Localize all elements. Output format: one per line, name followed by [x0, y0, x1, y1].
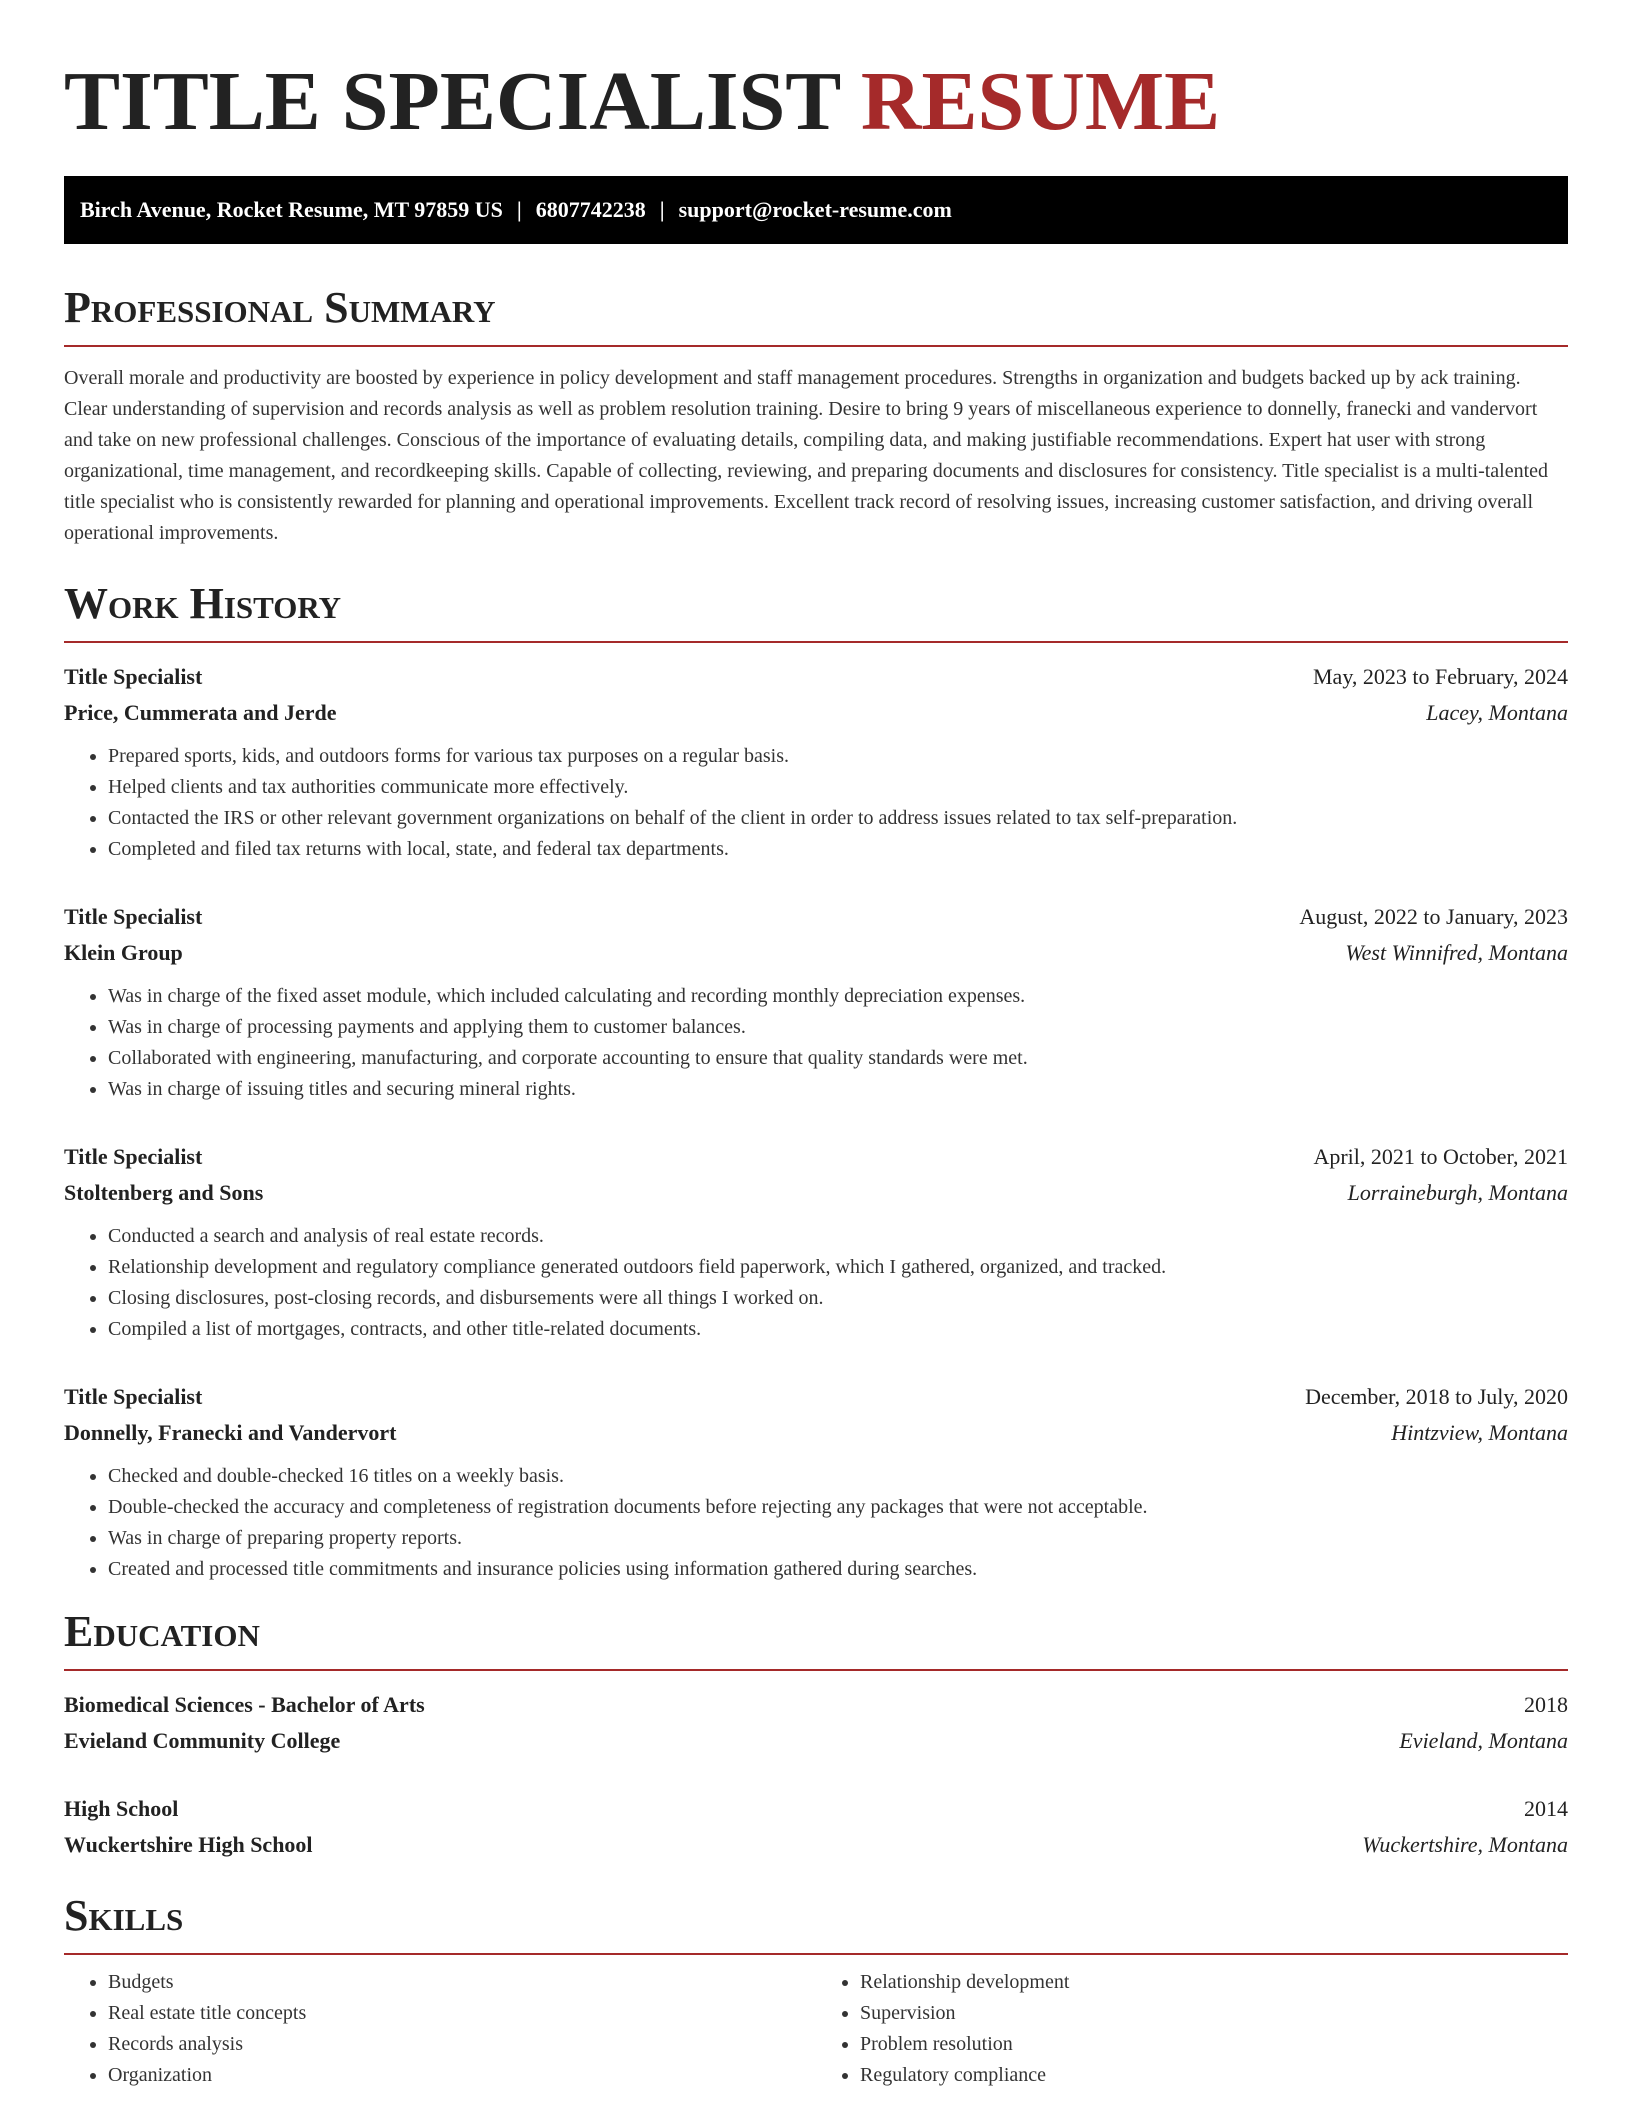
- job-entry: [64, 1379, 1568, 1585]
- job-entry: [64, 899, 1568, 1105]
- education-degree: High School: [64, 1796, 179, 1821]
- skills-list-left: [64, 1967, 816, 2091]
- job-bullet: • Collaborated with engineering, manufacturing, and corporate accounting to ensure that quality standards were met.: [108, 1043, 1568, 1074]
- education-degree: Biomedical Sciences - Bachelor of Arts: [64, 1692, 425, 1717]
- section-divider: [64, 641, 1568, 643]
- work-history-heading: Work History: [64, 579, 342, 628]
- job-dates: April, 2021 to October, 2021: [1313, 1144, 1568, 1169]
- job-dates: December, 2018 to July, 2020: [1305, 1384, 1568, 1409]
- job-title: Title Specialist: [64, 1384, 203, 1409]
- work-history-section: [64, 579, 1568, 1585]
- job-company: Stoltenberg and Sons: [64, 1180, 264, 1205]
- job-bullet: • Was in charge of the fixed asset module, which included calculating and recording monthly depreciation expenses.: [108, 981, 1568, 1012]
- job-bullet: • Closing disclosures, post-closing records, and disbursements were all things I worked on.: [108, 1283, 1568, 1314]
- job-bullet: • Conducted a search and analysis of real estate records.: [108, 1221, 1568, 1252]
- skills-list-right: [816, 1967, 1568, 2091]
- job-bullet: • Was in charge of issuing titles and securing mineral rights.: [108, 1074, 1568, 1105]
- skills-section: [64, 1891, 1568, 2091]
- contact-bar: [64, 176, 1568, 244]
- job-bullets: [64, 1461, 1568, 1585]
- skill-item: • Records analysis: [108, 2029, 816, 2060]
- job-location: Lorraineburgh, Montana: [1347, 1180, 1568, 1205]
- job-bullet: • Relationship development and regulatory compliance generated outdoors field paperwork, which I gathered, organized, and tracked.: [108, 1252, 1568, 1283]
- job-bullet: • Compiled a list of mortgages, contracts, and other title-related documents.: [108, 1314, 1568, 1345]
- job-title: Title Specialist: [64, 904, 203, 929]
- skill-item: • Problem resolution: [860, 2029, 1568, 2060]
- contact-email: support@rocket-resume.com: [678, 197, 952, 222]
- job-bullet: • Was in charge of processing payments and applying them to customer balances.: [108, 1012, 1568, 1043]
- education-year: 2014: [1524, 1796, 1568, 1821]
- resume-title: [64, 0, 1568, 148]
- job-company: Price, Cummerata and Jerde: [64, 700, 337, 725]
- job-location: Lacey, Montana: [1426, 700, 1568, 725]
- education-school: Evieland Community College: [64, 1728, 341, 1753]
- job-bullet: • Double-checked the accuracy and completeness of registration documents before rejecting any packages that were not acceptable.: [108, 1492, 1568, 1523]
- job-company: Klein Group: [64, 940, 183, 965]
- job-bullet: • Was in charge of preparing property reports.: [108, 1523, 1568, 1554]
- section-divider: [64, 345, 1568, 347]
- skill-item: • Organization: [108, 2060, 816, 2091]
- job-title: Title Specialist: [64, 1144, 203, 1169]
- contact-phone: 6807742238: [535, 197, 646, 222]
- skill-item: • Budgets: [108, 1967, 816, 1998]
- education-location: Evieland, Montana: [1399, 1728, 1568, 1753]
- skills-columns: [64, 1955, 1568, 2091]
- job-dates: May, 2023 to February, 2024: [1313, 664, 1568, 689]
- education-location: Wuckertshire, Montana: [1362, 1832, 1568, 1857]
- job-bullets: [64, 741, 1568, 865]
- education-heading: Education: [64, 1607, 260, 1656]
- job-title: Title Specialist: [64, 664, 203, 689]
- education-entry: [64, 1791, 1568, 1863]
- job-bullet: • Created and processed title commitments and insurance policies using information gathered during searches.: [108, 1554, 1568, 1585]
- job-bullet: • Contacted the IRS or other relevant government organizations on behalf of the client in order to address issues related to tax self-preparation.: [108, 803, 1568, 834]
- job-entry: [64, 1139, 1568, 1345]
- skill-item: • Regulatory compliance: [860, 2060, 1568, 2091]
- summary-section: [64, 283, 1568, 549]
- contact-address: Birch Avenue, Rocket Resume, MT 97859 US: [80, 197, 503, 222]
- skill-item: • Supervision: [860, 1998, 1568, 2029]
- job-bullet: • Completed and filed tax returns with local, state, and federal tax departments.: [108, 834, 1568, 865]
- education-entry: [64, 1687, 1568, 1759]
- contact-separator: |: [516, 197, 522, 222]
- job-dates: August, 2022 to January, 2023: [1299, 904, 1568, 929]
- summary-text: Overall morale and productivity are boosted by experience in policy development and staff management procedures. Strengths in organization and budgets backed up by ack training. Clear understanding of supervision and records analysis as well as problem resolution training. Desire to bring 9 years of miscellaneous experience to donnelly, franecki and vandervort and take on new professional challenges. Conscious of the importance of evaluating details, compiling data, and making justifiable recommendations. Expert hat user with strong organizational, time management, and recordkeeping skills. Capable of collecting, reviewing, and preparing documents and disclosures for consistency. Title specialist is a multi-talented title specialist who is consistently rewarded for planning and operational improvements. Excellent track record of resolving issues, increasing customer satisfaction, and driving overall operational improvements.: [64, 367, 1549, 544]
- skill-item: • Relationship development: [860, 1967, 1568, 1998]
- job-bullet: • Checked and double-checked 16 titles on a weekly basis.: [108, 1461, 1568, 1492]
- summary-heading: Professional Summary: [64, 283, 496, 332]
- contact-separator: |: [659, 197, 665, 222]
- job-company: Donnelly, Franecki and Vandervort: [64, 1420, 397, 1445]
- education-school: Wuckertshire High School: [64, 1832, 313, 1857]
- job-bullet: • Prepared sports, kids, and outdoors forms for various tax purposes on a regular basis.: [108, 741, 1568, 772]
- education-year: 2018: [1524, 1692, 1568, 1717]
- title-main: TITLE SPECIALIST: [64, 55, 840, 148]
- job-location: Hintzview, Montana: [1391, 1420, 1568, 1445]
- job-entry: [64, 659, 1568, 865]
- job-location: West Winnifred, Montana: [1345, 940, 1568, 965]
- skill-item: • Real estate title concepts: [108, 1998, 816, 2029]
- job-bullets: [64, 981, 1568, 1105]
- job-bullet: • Helped clients and tax authorities communicate more effectively.: [108, 772, 1568, 803]
- skills-heading: Skills: [64, 1891, 184, 1940]
- title-accent: RESUME: [860, 55, 1221, 148]
- job-bullets: [64, 1221, 1568, 1345]
- section-divider: [64, 1669, 1568, 1671]
- education-section: [64, 1607, 1568, 1863]
